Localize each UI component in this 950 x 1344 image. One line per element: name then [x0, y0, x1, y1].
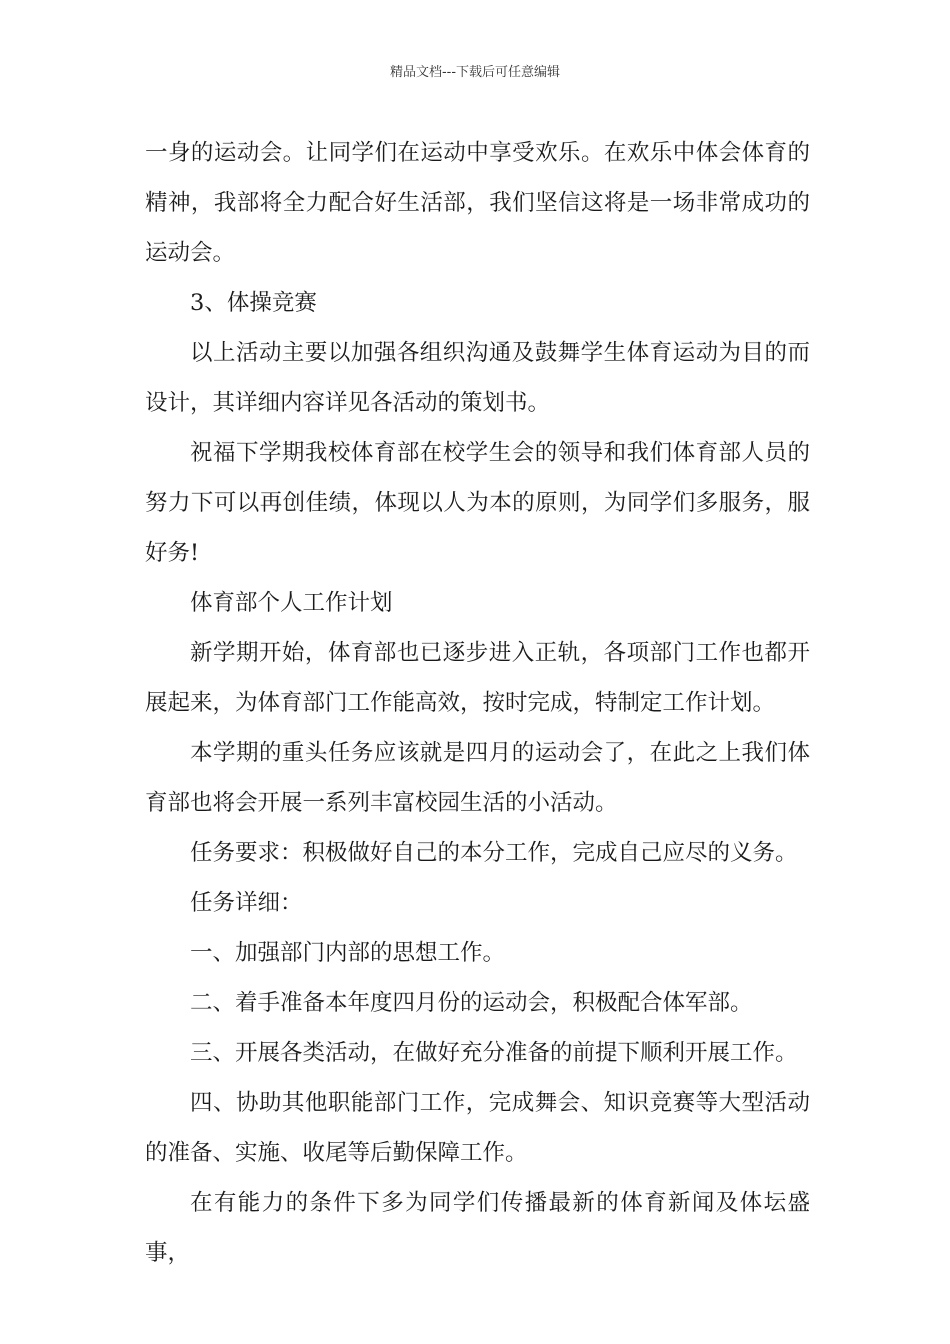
- list-item: 一、加强部门内部的思想工作。: [190, 940, 506, 966]
- paragraph: 以上活动主要以加强各组织沟通及鼓舞学生体育运动为目的而设计，其详细内容详见各活动的策划书。: [145, 340, 810, 416]
- paragraph: 在有能力的条件下多为同学们传播最新的体育新闻及体坛盛事，: [145, 1190, 810, 1266]
- paragraph: 任务要求：积极做好自己的本分工作，完成自己应尽的义务。: [190, 840, 798, 866]
- list-item: 四、协助其他职能部门工作，完成舞会、知识竞赛等大型活动的准备、实施、收尾等后勤保障工作。: [145, 1090, 810, 1166]
- document-body: [145, 128, 810, 1278]
- list-item: 三、开展各类活动，在做好充分准备的前提下顺利开展工作。: [190, 1040, 798, 1066]
- section-heading: 体育部个人工作计划: [190, 590, 393, 616]
- page-header: 精品文档---下载后可任意编辑: [389, 65, 561, 80]
- paragraph: 本学期的重头任务应该就是四月的运动会了，在此之上我们体育部也将会开展一系列丰富校园生活的小活动。: [145, 740, 810, 816]
- paragraph: 3、体操竞赛: [190, 290, 317, 316]
- list-item: 二、着手准备本年度四月份的运动会，积极配合体军部。: [190, 990, 753, 1016]
- paragraph: 祝福下学期我校体育部在校学生会的领导和我们体育部人员的努力下可以再创佳绩，体现以人为本的原则，为同学们多服务，服好务!: [145, 440, 810, 566]
- paragraph: 任务详细：: [190, 890, 303, 916]
- paragraph: 一身的运动会。让同学们在运动中享受欢乐。在欢乐中体会体育的精神，我部将全力配合好生活部，我们坚信这将是一场非常成功的运动会。: [145, 140, 810, 266]
- paragraph: 新学期开始，体育部也已逐步进入正轨，各项部门工作也都开展起来，为体育部门工作能高效，按时完成，特制定工作计划。: [145, 640, 810, 716]
